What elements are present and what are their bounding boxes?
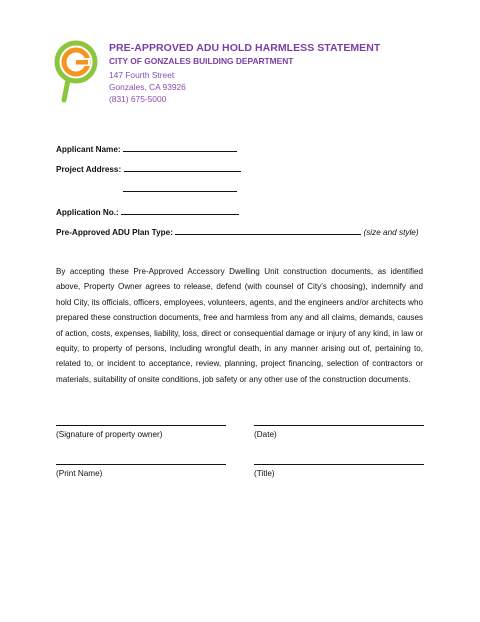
plan-type-field bbox=[56, 225, 419, 237]
print-name-label: (Print Name) bbox=[56, 469, 103, 478]
plan-type-input-line[interactable] bbox=[175, 225, 361, 235]
applicant-name-field bbox=[56, 142, 237, 154]
hold-harmless-paragraph: By accepting these Pre-Approved Accessory Dwelling Unit construction documents, as identified above, Property Owner agrees to release, defend (with counsel of City’s choosing), indemnify and hold City, its officials, officers, employees, volunteers, agents, and the engineers and/or architects who prepared these construction documents, free and harmless from any and all claims, demands, causes of action, costs, expenses, liability, loss, direct or consequential damage or injury of any kind, in law or equity, to property of persons, including wrongful death, in any manner arising out of, pertaining to, related to, or incident to acceptance, review, planning, project financing, selection of contractors or materials, suitability of onsite conditions, job safety or any other use of the construction documents. bbox=[56, 267, 423, 384]
project-address-input-line[interactable] bbox=[124, 162, 241, 172]
application-number-label: Application No.: bbox=[56, 208, 119, 217]
print-name-block bbox=[56, 464, 226, 478]
date-block bbox=[254, 425, 424, 439]
address-line-1: 147 Fourth Street bbox=[109, 70, 175, 80]
project-address-line-2 bbox=[123, 182, 237, 194]
letterhead bbox=[109, 42, 380, 105]
print-name-line[interactable] bbox=[56, 464, 226, 465]
project-address-input-line-2[interactable] bbox=[123, 182, 237, 192]
applicant-name-input-line[interactable] bbox=[123, 142, 237, 152]
address-line-2: Gonzales, CA 93926 bbox=[109, 82, 186, 92]
date-line[interactable] bbox=[254, 425, 424, 426]
applicant-name-label: Applicant Name: bbox=[56, 145, 121, 154]
department-name: CITY OF GONZALES BUILDING DEPARTMENT bbox=[109, 56, 294, 66]
project-address-label: Project Address: bbox=[56, 165, 122, 174]
plan-type-note: (size and style) bbox=[363, 228, 419, 237]
application-number-input-line[interactable] bbox=[121, 205, 239, 215]
title-line[interactable] bbox=[254, 464, 424, 465]
owner-signature-label: (Signature of property owner) bbox=[56, 430, 163, 439]
application-number-field bbox=[56, 205, 239, 217]
title-label: (Title) bbox=[254, 469, 275, 478]
date-label: (Date) bbox=[254, 430, 277, 439]
plan-type-label: Pre-Approved ADU Plan Type: bbox=[56, 228, 173, 237]
owner-signature-block bbox=[56, 425, 226, 439]
document-title: PRE-APPROVED ADU HOLD HARMLESS STATEMENT bbox=[109, 42, 381, 54]
project-address-field bbox=[56, 162, 241, 174]
title-block bbox=[254, 464, 424, 478]
phone-number: (831) 675-5000 bbox=[109, 94, 167, 104]
owner-signature-line[interactable] bbox=[56, 425, 226, 426]
city-logo-icon bbox=[54, 40, 102, 106]
